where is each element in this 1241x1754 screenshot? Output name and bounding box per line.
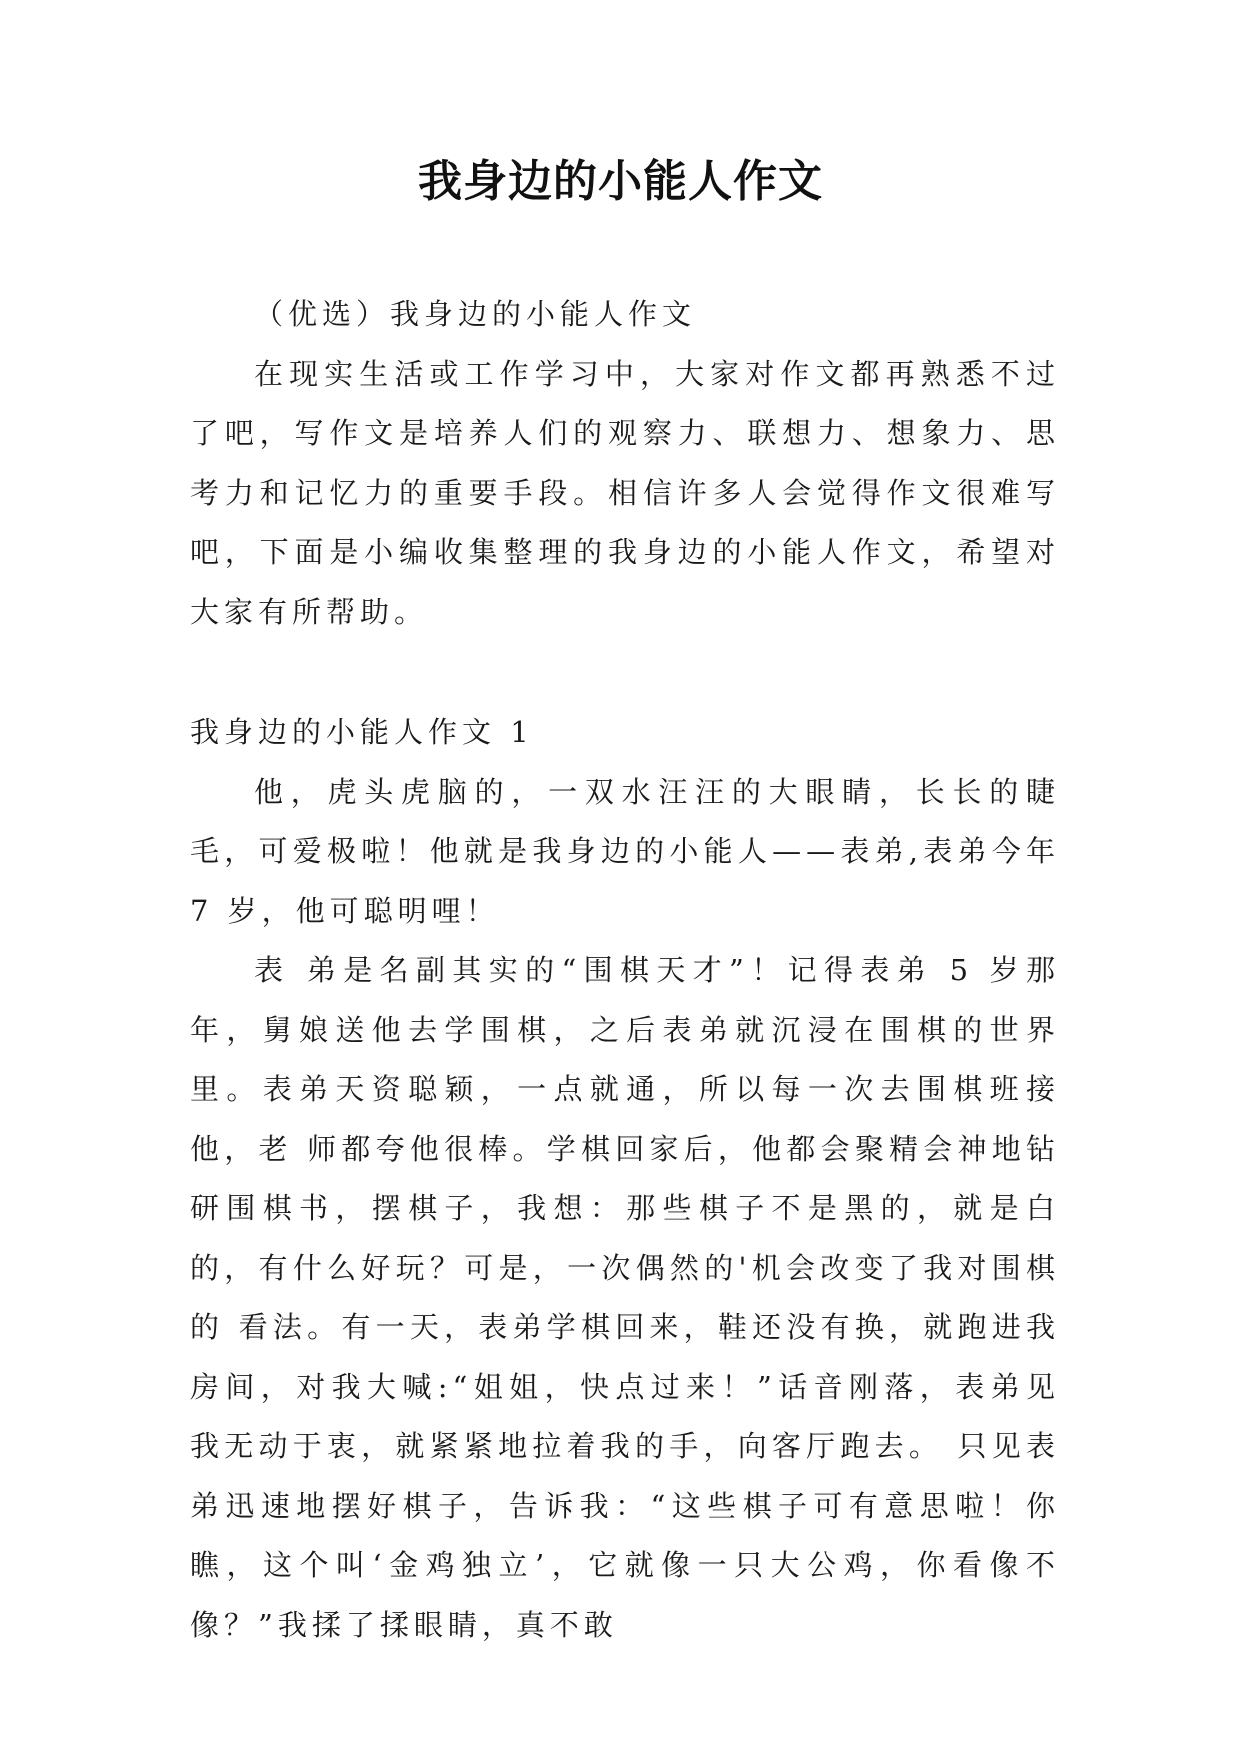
document-body <box>190 285 1060 1655</box>
document-title: 我身边的小能人作文 <box>418 156 823 207</box>
section-heading: 我身边的小能人作文 1 <box>190 715 534 749</box>
document-subtitle: （优选）我身边的小能人作文 <box>254 297 697 331</box>
body-paragraph-1: 他，虎头虎脑的，一双水汪汪的大眼睛，长长的睫毛，可爱极啦！他就是我身边的小能人——表弟,表弟今年 7 岁，他可聪明哩！ <box>190 774 1060 928</box>
paragraph-gap <box>190 642 1060 703</box>
intro-paragraph: 在现实生活或工作学习中，大家对作文都再熟悉不过了吧，写作文是培养人们的观察力、联想力、想象力、思考力和记忆力的重要手段。相信许多人会觉得作文很难写吧，下面是小编收集整理的我身边的小能人作文，希望对大家有所帮助。 <box>190 356 1060 629</box>
body-paragraph-2: 表 弟是名副其实的“围棋天才”！记得表弟 5 岁那年，舅娘送他去学围棋，之后表弟就沉浸在围棋的世界里。表弟天资聪颖，一点就通，所以每一次去围棋班接他，老 师都夸他很棒。学棋回家后，他都会聚精会神地钻研围棋书，摆棋子，我想：那些棋子不是黑的，就是白的，有什么好玩？可是，一次偶然的'机会改变了我对围棋的 看法。有一天，表弟学棋回来，鞋还没有换，就跑进我房间，对我大喊:“姐姐，快点过来！”话音刚落，表弟见我无动于衷，就紧紧地拉着我的手，向客厅跑去。 只见表弟迅速地摆好棋子，告诉我：“这些棋子可有意思啦！你瞧，这个叫‘金鸡独立’，它就像一只大公鸡，你看像不像？”我揉了揉眼睛，真不敢 <box>190 953 1060 1642</box>
